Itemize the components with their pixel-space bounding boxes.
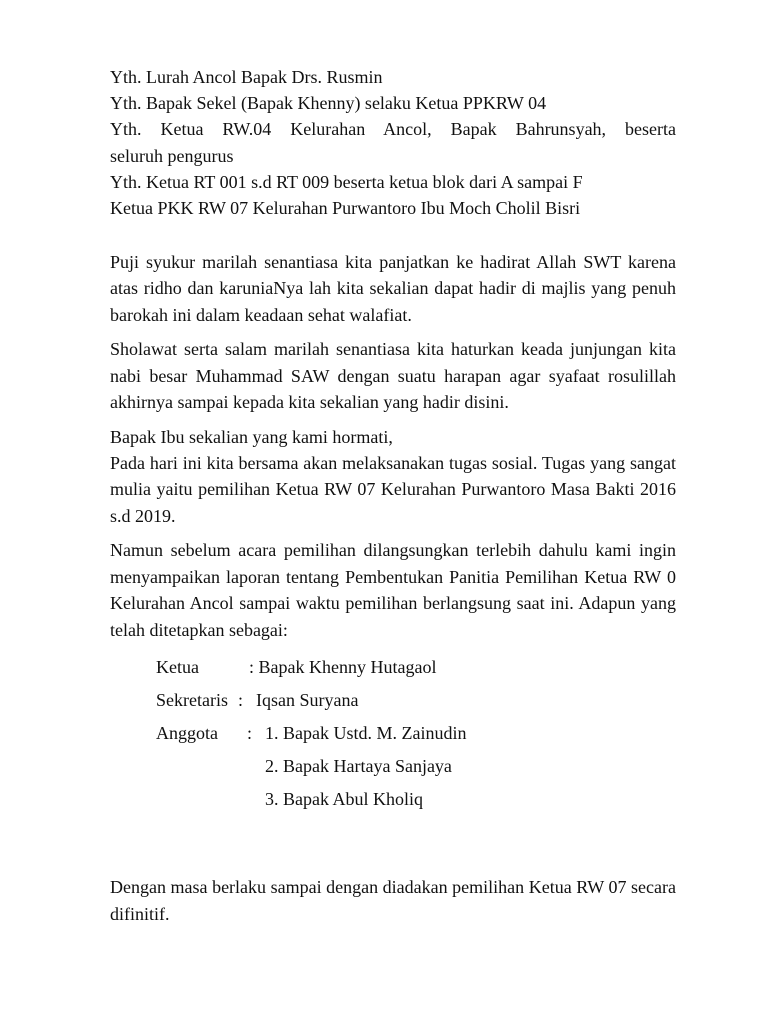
committee-row-ketua	[156, 651, 676, 684]
committee-list	[156, 651, 676, 816]
salutation-pkk: Ketua PKK RW 07 Kelurahan Purwantoro Ibu Moch Cholil Bisri	[110, 197, 581, 218]
committee-member-name: Iqsan Suryana	[256, 690, 359, 710]
greeting-line: Bapak Ibu sekalian yang kami hormati,	[110, 426, 393, 447]
committee-separator: :	[247, 723, 253, 743]
paragraph-laporan-panitia: Namun sebelum acara pemilihan dilangsungkan terlebih dahulu kami ingin menyampaikan laporan tentang Pembentukan Panitia Pemilihan Ketua RW 0 Kelurahan Ancol sampai waktu pemilihan berlangsung saat ini. Adapun yang telah ditetapkan sebagai:	[110, 540, 676, 640]
spacer	[110, 328, 676, 336]
committee-role-label: Anggota	[156, 723, 218, 743]
salutation-rw-line1: Yth. Ketua RW.04 Kelurahan Ancol, Bapak Bahrunsyah, beserta	[110, 119, 676, 139]
committee-member-name: 2. Bapak Hartaya Sanjaya	[265, 756, 452, 776]
committee-member-name: 3. Bapak Abul Kholiq	[265, 789, 423, 809]
committee-row-member	[156, 750, 676, 783]
salutation-rw-line2: seluruh pengurus	[110, 145, 234, 166]
salutation-sekel: Yth. Bapak Sekel (Bapak Khenny) selaku Ketua PPKRW 04	[110, 93, 547, 113]
paragraph-closing: Dengan masa berlaku sampai dengan diadakan pemilihan Ketua RW 07 secara difinitif.	[110, 877, 676, 924]
paragraph-sholawat: Sholawat serta salam marilah senantiasa kita haturkan keada junjungan kita nabi besar Muhammad SAW dengan suatu harapan agar syafaat rosulillah akhirnya sampai kepada kita sekalian yang hadir disini.	[110, 339, 676, 412]
committee-role-label: Ketua	[156, 657, 199, 677]
paragraph-puji-syukur: Puji syukur marilah senantiasa kita panjatkan ke hadirat Allah SWT karena atas ridho dan karuniaNya lah kita sekalian dapat hadir di majlis yang penuh barokah ini dalam keadaan sehat walafiat.	[110, 251, 676, 325]
spacer	[110, 529, 676, 537]
committee-member-name: 1. Bapak Ustd. M. Zainudin	[265, 723, 467, 743]
salutation-rt: Yth. Ketua RT 001 s.d RT 009 beserta ketua blok dari A sampai F	[110, 171, 583, 192]
spacer	[110, 221, 676, 249]
spacer	[110, 416, 676, 424]
committee-role-label: Sekretaris	[156, 690, 228, 710]
paragraph-tugas-sosial: Pada hari ini kita bersama akan melaksanakan tugas sosial. Tugas yang sangat mulia yaitu pemilihan Ketua RW 07 Kelurahan Purwantoro Masa Bakti 2016 s.d 2019.	[110, 452, 676, 526]
spacer	[110, 816, 676, 874]
committee-row-member	[156, 783, 676, 816]
committee-row-anggota	[156, 717, 676, 750]
committee-row-sekretaris	[156, 684, 676, 717]
committee-member-name: : Bapak Khenny Hutagaol	[249, 657, 437, 677]
document-page	[110, 64, 676, 927]
salutation-lurah: Yth. Lurah Ancol Bapak Drs. Rusmin	[110, 67, 383, 87]
committee-separator: :	[238, 690, 244, 710]
